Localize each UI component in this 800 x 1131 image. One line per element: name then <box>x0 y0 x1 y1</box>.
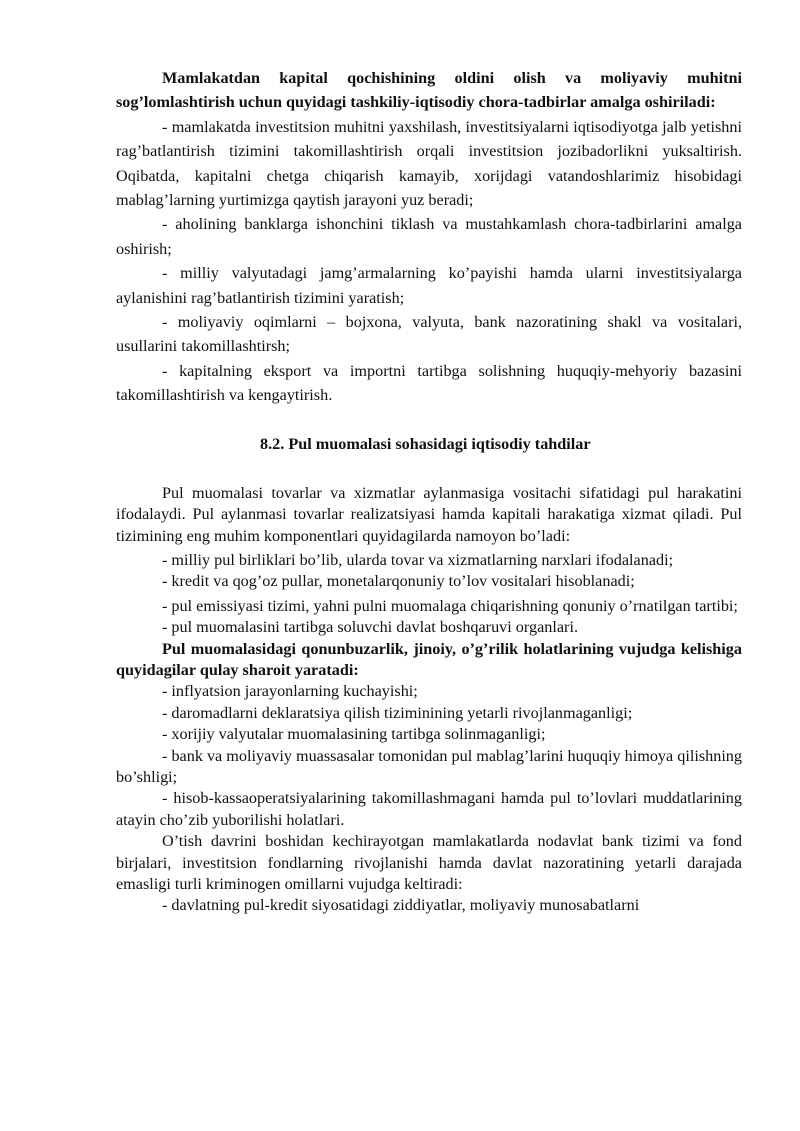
measure-item-1: - mamlakatda investitsion muhitni yaxshilash, investitsiyalarni iqtisodiyotga jalb yetishni rag’batlantirish tizimini takomillashtirish orqali investitsion jozibadorlikni yuksaltirish. Oqibatda, kapitalni chetga chiqarish kamayib, xorijdagi vatandoshlarimiz hisobidagi mablag’larning yurtimizga qaytish jarayoni yuz beradi; <box>116 117 742 210</box>
last-list-item: - davlatning pul-kredit siyosatidagi ziddiyatlar, moliyaviy munosabatlarni <box>162 896 640 915</box>
conditions-heading: Pul muomalasidagi qonunbuzarlik, jinoiy, o’g’rilik holatlarining vujudga kelishiga quyidagilar qulay sharoit yaratadi: <box>116 639 742 679</box>
intro-heading: Mamlakatdan kapital qochishining oldini olish va moliyaviy muhitni sog’lomlashtirish uchun quyidagi tashkiliy-iqtisodiy chora-tadbirlar amalga oshiriladi: <box>116 69 742 112</box>
transition-paragraph: O’tish davrini boshidan kechirayotgan mamlakatlarda nodavlat bank tizimi va fond birjalari, investitsion fondlarning rivojlanishi hamda davlat nazoratining yetarli darajada emasligi turli kriminogen omillarni vujudga keltiradi: <box>116 832 742 893</box>
component-item-4: - pul muomalasini tartibga soluvchi davlat boshqaruvi organlari. <box>162 618 578 637</box>
condition-item-5: - hisob-kassaoperatsiyalarining takomillashmagani hamda pul to’lovlari muddatlarining atayin cho’zib yuborilishi holatlari. <box>116 789 742 829</box>
condition-item-2: - daromadlarni deklaratsiya qilish tiziminining yetarli rivojlanmaganligi; <box>162 703 633 722</box>
section-title: 8.2. Pul muomalasi sohasidagi iqtisodiy tahdilar <box>260 434 591 453</box>
measure-item-5: - kapitalning eksport va importni tartibga solishning huquqiy-mehyoriy bazasini takomillashtirish va kengaytirish. <box>116 361 742 405</box>
measure-item-2: - aholining banklarga ishonchini tiklash va mustahkamlash chora-tadbirlarini amalga oshirish; <box>116 215 742 258</box>
component-item-1: - milliy pul birliklari bo’lib, ularda tovar va xizmatlarning narxlari ifodalanadi; <box>162 550 674 569</box>
condition-item-3: - xorijiy valyutalar muomalasining tartibga solinmaganligi; <box>162 725 546 744</box>
condition-item-1: - inflyatsion jarayonlarning kuchayishi; <box>162 682 418 701</box>
component-item-2: - kredit va qog’oz pullar, monetalarqonuniy to’lov vositalari hisoblanadi; <box>162 572 635 591</box>
measure-item-4: - moliyaviy oqimlarni – bojxona, valyuta, bank nazoratining shakl va vositalari, usullarini takomillashtirsh; <box>116 313 742 356</box>
measure-item-3: - milliy valyutadagi jamg’armalarning ko’payishi hamda ularni investitsiyalarga aylanishini rag’batlantirish tizimini yaratish; <box>116 264 742 307</box>
section-intro: Pul muomalasi tovarlar va xizmatlar aylanmasiga vositachi sifatidagi pul harakatini ifodalaydi. Pul aylanmasi tovarlar realizatsiyasi hamda kapitali harakatiga xizmat qiladi. Pul tizimining eng muhim komponentlari quyidagilarda namoyon bo’ladi: <box>116 483 742 545</box>
condition-item-4: - bank va moliyaviy muassasalar tomonidan pul mablag’larini huquqiy himoya qilishning bo’shligi; <box>116 746 742 786</box>
component-item-3: - pul emissiyasi tizimi, yahni pulni muomalaga chiqarishning qonuniy o’rnatilgan tartibi; <box>162 596 738 615</box>
